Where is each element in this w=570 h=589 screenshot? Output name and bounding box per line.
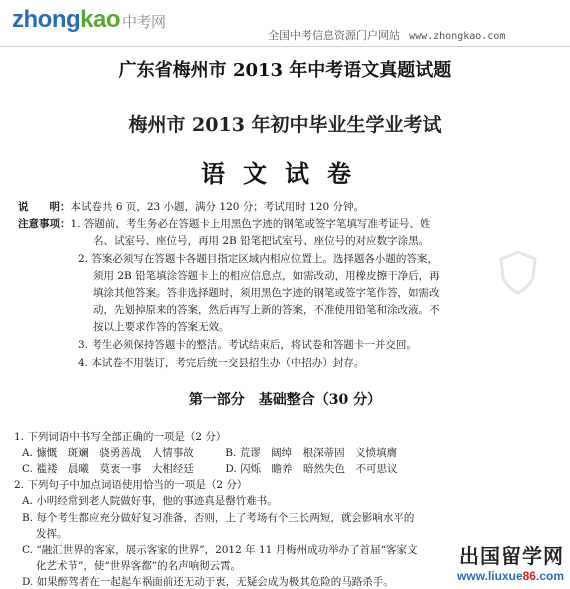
notice-line-5: 填涂其他答案。答非选择题时，须用黑色字迹的钢笔或签字笔作答，如需改 [93,287,440,299]
note-text: 本试卷共 6 页，23 小题，满分 120 分；考试用时 120 分钟。 [70,201,364,213]
site-url[interactable]: www.zhongkao.com [409,31,506,42]
notice-line-9: 4. 本试卷不用装订，考完后统一交县招生办（中招办）封存。 [78,357,365,369]
document-title: 广东省梅州市 2013 年中考语文真题试题 [118,60,452,81]
notice-line-6: 动，先划掉原来的答案，然后再写上新的答案，不准使用铅笔和涂改液。不 [93,304,440,316]
watermark-url [457,569,564,583]
question-2: 2. 下列句子中加点词语使用恰当的一项是（2 分） [14,479,248,491]
notice-line-3: 2. 答案必须写在答题卡各题目指定区域内相应位置上。选择题各小题的答案， [78,253,438,265]
site-logo[interactable] [12,6,166,34]
question-1-options-row-1: A. 慷慨 斑斓 骁勇善战 人情事故 B. 荒谬 阔绰 根深蒂固 义愤填膺 [22,447,398,459]
watermark-name: 出国留学网 [459,546,564,568]
question-1-options-row-2: C. 褴褛 晨曦 莫衷一事 大相经廷 D. 闪烁 瞻养 暗然失色 不可思议 [22,463,398,475]
note-label: 说 明： [18,201,71,213]
watermark-shield-icon [498,250,538,295]
question-1: 1. 下列词语中书写全部正确的一项是（2 分） [14,431,227,443]
logo-text-cn: 中考网 [122,14,166,31]
logo-text-zhong: zhong [12,6,81,33]
notice-line-4: 须用 2B 铅笔填涂答题卡上的相应信息点，如需改动，用橡皮擦干净后，再 [93,270,440,282]
question-2-option-d: D. 如果醉驾者在一起起车祸面前还无动于衷，无疑会成为极其危险的马路杀手。 [22,576,394,588]
question-2-option-a: A. 小明经常到老人院做好事，他的事迹真是罄竹难书。 [22,495,278,507]
notice-line-8: 3. 考生必须保持答题卡的整洁。考试结束后，将试卷和答题卡一并交回。 [78,339,417,351]
notice-line-1 [18,217,430,231]
watermark-url-b: 86 [522,569,536,583]
watermark-logo [457,540,564,583]
question-2-option-b-cont: 发挥。 [36,528,68,540]
site-description: 全国中考信息资源门户网站 [268,30,400,42]
question-2-option-c-cont: 化艺术节”，使“世界客都”的名声响彻云霄。 [36,560,242,572]
notice-line-2: 名、试室号、座位号，再用 2B 铅笔把试室号、座位号的对应数字涂黑。 [93,235,430,247]
watermark-url-a: www.liuxue [457,569,523,583]
site-tagline [268,27,505,43]
note-line [18,200,364,214]
watermark-url-c: .com [535,569,564,583]
notice-line-7: 按以上要求作答的答案无效。 [93,321,230,333]
exam-title: 梅州市 2013 年初中毕业生学业考试 [128,114,442,136]
question-2-option-c: C. “融汇世界的客家，展示客家的世界”，2012 年 11 月梅州成功举办了首届“客家文 [22,544,418,556]
notice-text: 1. 答题前，考生务必在答题卡上用黑色字迹的钢笔或签字笔填写准考证号、姓 [70,218,431,230]
part-heading: 第一部分 基础整合（30 分） [188,392,382,408]
paper-title: 语文试卷 [201,159,369,188]
logo-text-kao: kao [80,6,120,33]
question-2-option-b: B. 每个考生都应充分做好复习准备，否则，上了考场有个三长两短，就会影响水平的 [22,512,415,524]
notice-label: 注意事项： [18,218,71,230]
site-header [0,0,570,47]
